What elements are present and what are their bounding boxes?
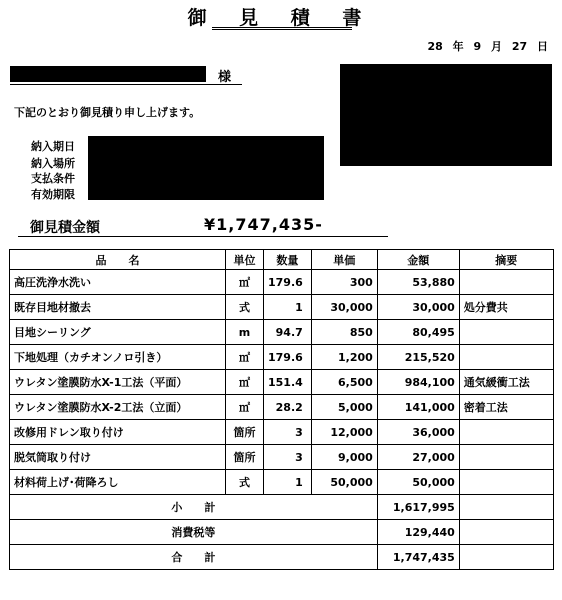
cell-quantity: 1	[264, 470, 312, 495]
header-unit: 単位	[226, 250, 264, 270]
cell-remarks	[459, 270, 553, 295]
cell-quantity: 3	[264, 420, 312, 445]
cell-quantity: 1	[264, 295, 312, 320]
tax-row	[10, 520, 554, 545]
cell-quantity: 151.4	[264, 370, 312, 395]
cell-remarks: 通気緩衝工法	[459, 370, 553, 395]
cell-unit: 式	[226, 470, 264, 495]
grand-total-remarks	[459, 545, 553, 570]
table-row	[10, 470, 554, 495]
cell-item-name: ウレタン塗膜防水X-1工法（平面）	[10, 370, 226, 395]
subtotal-row	[10, 495, 554, 520]
cell-unit-price: 300	[311, 270, 377, 295]
subtotal-remarks	[459, 495, 553, 520]
cell-item-name: ウレタン塗膜防水X-2工法（立面）	[10, 395, 226, 420]
cell-unit-price: 30,000	[311, 295, 377, 320]
cell-remarks: 密着工法	[459, 395, 553, 420]
intro-text: 下記のとおり御見積り申し上げます。	[14, 106, 201, 119]
cell-quantity: 179.6	[264, 270, 312, 295]
cell-unit-price: 1,200	[311, 345, 377, 370]
cell-quantity: 179.6	[264, 345, 312, 370]
estimate-table	[9, 249, 554, 570]
cell-amount: 53,880	[377, 270, 459, 295]
cell-quantity: 94.7	[264, 320, 312, 345]
condition-payment-terms: 支払条件	[31, 172, 75, 185]
table-row	[10, 445, 554, 470]
cell-quantity: 28.2	[264, 395, 312, 420]
grand-total-row	[10, 545, 554, 570]
date-year-unit: 年	[452, 40, 464, 53]
total-amount-underline	[18, 236, 388, 237]
cell-remarks	[459, 470, 553, 495]
cell-unit-price: 5,000	[311, 395, 377, 420]
condition-delivery-place: 納入場所	[31, 157, 75, 170]
cell-unit: ㎡	[226, 370, 264, 395]
issue-date	[422, 38, 549, 54]
cell-item-name: 改修用ドレン取り付け	[10, 420, 226, 445]
redacted-company-block	[340, 64, 552, 166]
grand-total-label: 合 計	[10, 545, 378, 570]
cell-item-name: 脱気筒取り付け	[10, 445, 226, 470]
recipient-suffix: 様	[218, 70, 232, 85]
table-row	[10, 370, 554, 395]
total-amount-value: ¥1,747,435-	[204, 215, 323, 234]
document-title: 御 見 積 書	[187, 7, 375, 29]
table-row	[10, 270, 554, 295]
header-remarks: 摘要	[459, 250, 553, 270]
cell-unit-price: 12,000	[311, 420, 377, 445]
cell-item-name: 目地シーリング	[10, 320, 226, 345]
header-amount: 金額	[377, 250, 459, 270]
cell-unit-price: 6,500	[311, 370, 377, 395]
header-item-name: 品 名	[10, 250, 226, 270]
cell-item-name: 高圧洗浄水洗い	[10, 270, 226, 295]
date-month-unit: 月	[491, 40, 502, 53]
tax-remarks	[459, 520, 553, 545]
table-row	[10, 395, 554, 420]
title-underline-double	[212, 29, 352, 30]
cell-amount: 141,000	[377, 395, 459, 420]
cell-remarks	[459, 420, 553, 445]
cell-unit-price: 9,000	[311, 445, 377, 470]
cell-amount: 36,000	[377, 420, 459, 445]
recipient-underline	[10, 84, 242, 85]
cell-quantity: 3	[264, 445, 312, 470]
title-underline	[212, 27, 352, 28]
cell-amount: 215,520	[377, 345, 459, 370]
cell-item-name: 材料荷上げ･荷降ろし	[10, 470, 226, 495]
condition-delivery-date: 納入期日	[31, 140, 75, 153]
condition-validity: 有効期限	[31, 188, 75, 201]
date-year: 28	[427, 40, 443, 53]
redacted-conditions	[88, 136, 324, 200]
table-row	[10, 320, 554, 345]
cell-amount: 50,000	[377, 470, 459, 495]
cell-unit: ㎡	[226, 345, 264, 370]
grand-total-amount: 1,747,435	[377, 545, 459, 570]
cell-unit: 箇所	[226, 420, 264, 445]
date-day: 27	[511, 40, 528, 53]
date-day-unit: 日	[537, 40, 548, 53]
cell-unit: ㎡	[226, 395, 264, 420]
cell-remarks	[459, 445, 553, 470]
table-header-row	[10, 250, 554, 270]
cell-unit: m	[226, 320, 264, 345]
cell-item-name: 下地処理（カチオンノロ引き）	[10, 345, 226, 370]
cell-item-name: 既存目地材撤去	[10, 295, 226, 320]
cell-amount: 984,100	[377, 370, 459, 395]
cell-remarks	[459, 345, 553, 370]
table-row	[10, 295, 554, 320]
cell-unit: 箇所	[226, 445, 264, 470]
header-unit-price: 単価	[311, 250, 377, 270]
cell-remarks: 処分費共	[459, 295, 553, 320]
cell-unit: 式	[226, 295, 264, 320]
cell-remarks	[459, 320, 553, 345]
table-row	[10, 420, 554, 445]
cell-amount: 27,000	[377, 445, 459, 470]
tax-label: 消費税等	[10, 520, 378, 545]
header-quantity: 数量	[264, 250, 312, 270]
tax-amount: 129,440	[377, 520, 459, 545]
total-amount-label: 御見積金額	[30, 220, 100, 236]
date-month: 9	[473, 40, 482, 53]
redacted-recipient	[10, 66, 206, 82]
subtotal-amount: 1,617,995	[377, 495, 459, 520]
table-row	[10, 345, 554, 370]
cell-amount: 30,000	[377, 295, 459, 320]
subtotal-label: 小 計	[10, 495, 378, 520]
cell-unit-price: 850	[311, 320, 377, 345]
cell-unit-price: 50,000	[311, 470, 377, 495]
cell-amount: 80,495	[377, 320, 459, 345]
cell-unit: ㎡	[226, 270, 264, 295]
